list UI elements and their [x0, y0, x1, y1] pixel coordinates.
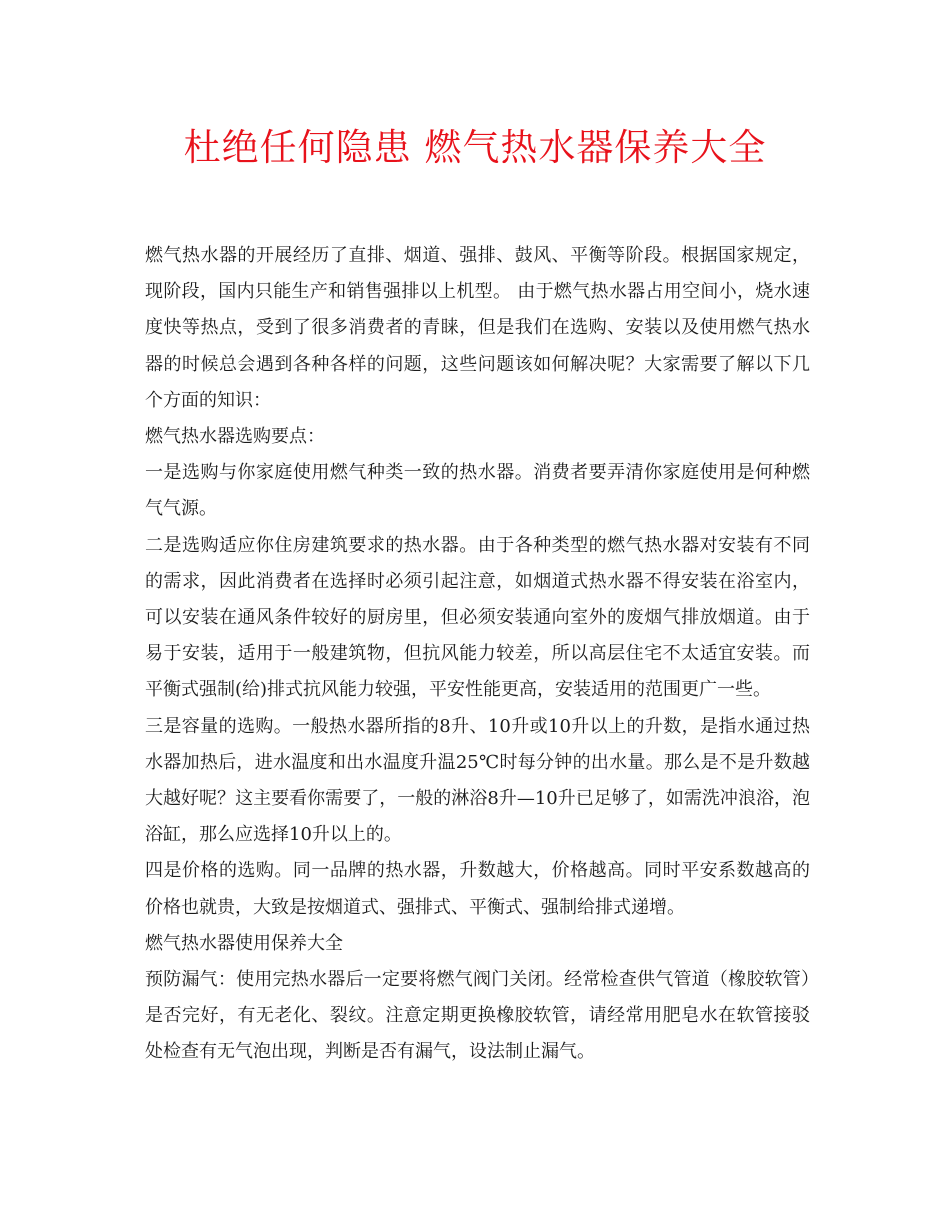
- page-title: 杜绝任何隐患 燃气热水器保养大全: [183, 126, 767, 169]
- section-heading-buying: 燃气热水器选购要点：: [145, 426, 325, 448]
- paragraph-buying-3: 三是容量的选购。一般热水器所指的8升、10升或10升以上的升数，是指水通过热水器加热后，进水温度和出水温度升温25℃时每分钟的出水量。那么是不是升数越大越好呢？这主要看你需要了，一般的淋浴8升—10升已足够了，如需洗冲浪浴，泡浴缸，那么应选择10升以上的。: [145, 715, 810, 846]
- section-heading-maintenance: 燃气热水器使用保养大全: [145, 932, 343, 954]
- paragraph-intro: 燃气热水器的开展经历了直排、烟道、强排、鼓风、平衡等阶段。根据国家规定，现阶段，国内只能生产和销售强排以上机型。 由于燃气热水器占用空间小，烧水速度快等热点，受到了很多消费者的青睐，但是我们在选购、安装以及使用燃气热水器的时候总会遇到各种各样的问题，这些问题该如何解决呢？大家需要了解以下几个方面的知识：: [145, 245, 810, 411]
- paragraph-leak-prevention: 预防漏气：使用完热水器后一定要将燃气阀门关闭。经常检查供气管道（橡胶软管）是否完好，有无老化、裂纹。注意定期更换橡胶软管，请经常用肥皂水在软管接驳处检查有无气泡出现，判断是否有漏气，设法制止漏气。: [145, 969, 810, 1063]
- paragraph-buying-1: 一是选购与你家庭使用燃气种类一致的热水器。消费者要弄清你家庭使用是何种燃气气源。: [145, 462, 810, 520]
- paragraph-buying-2: 二是选购适应你住房建筑要求的热水器。由于各种类型的燃气热水器对安装有不同的需求，因此消费者在选择时必须引起注意，如烟道式热水器不得安装在浴室内，可以安装在通风条件较好的厨房里，但必须安装通向室外的废烟气排放烟道。由于易于安装，适用于一般建筑物，但抗风能力较差，所以高层住宅不太适宜安装。而平衡式强制(给)排式抗风能力较强，平安性能更高，安装适用的范围更广一些。: [145, 534, 810, 701]
- document-body: [145, 238, 810, 1071]
- paragraph-buying-4: 四是价格的选购。同一品牌的热水器，升数越大，价格越高。同时平安系数越高的价格也就贵，大致是按烟道式、强排式、平衡式、强制给排式递增。: [145, 860, 810, 918]
